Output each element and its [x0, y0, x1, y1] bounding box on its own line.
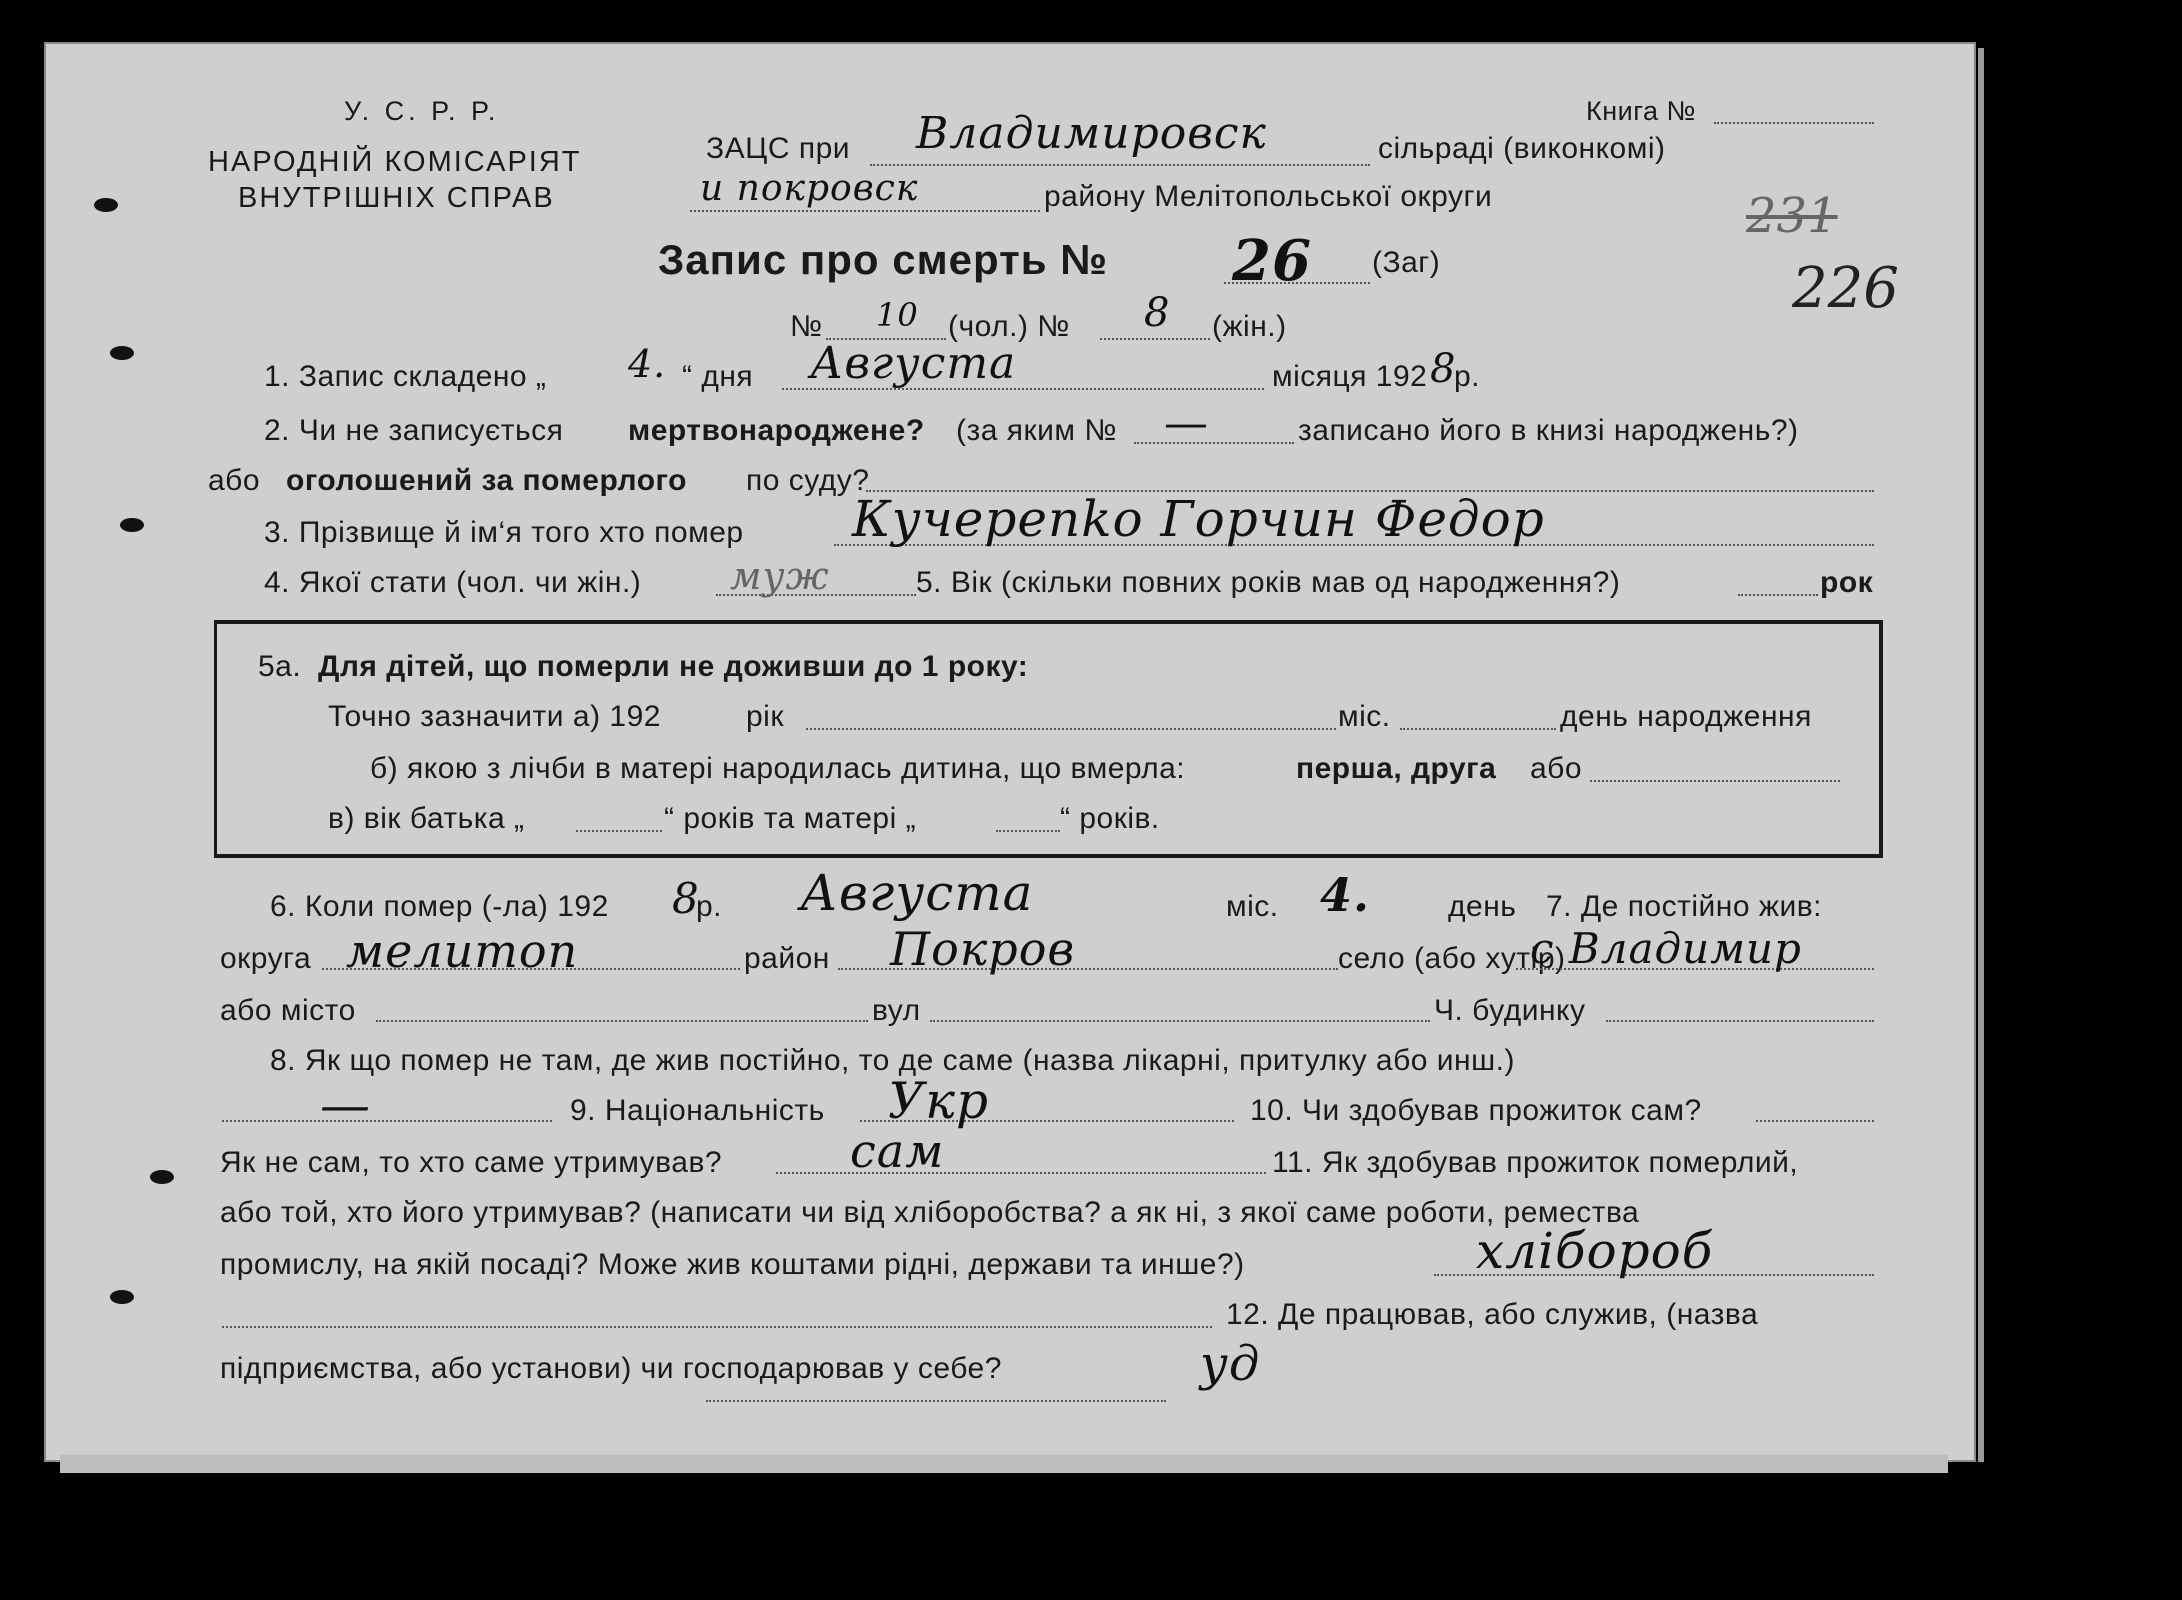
field9-value-handwritten: Укр: [888, 1072, 989, 1130]
sheet-edge: [1978, 48, 1984, 1462]
box-line-c-label: в) вік батька „: [328, 802, 525, 835]
field1-day-handwritten: 4.: [628, 342, 667, 386]
record-title: Запис про смерть №: [658, 236, 1108, 283]
field2-end: записано його в книзі народжень?): [1298, 414, 1799, 447]
field10-label: 10. Чи здобував прожиток сам?: [1250, 1094, 1702, 1127]
district-line: [690, 210, 1040, 212]
misto-label: або місто: [220, 994, 356, 1027]
field10-line: [1756, 1120, 1874, 1122]
ministry-line2: ВНУТРІШНІХ СПРАВ: [238, 182, 555, 214]
box-line-a-end: день народження: [1560, 700, 1812, 733]
field6-month-handwritten: Августа: [800, 864, 1034, 922]
zags-village-handwritten: Владимировск: [916, 108, 1267, 159]
field12-line2: підприємства, або установи) чи господарював у себе?: [220, 1352, 1002, 1385]
field2-rest: (за яким №: [956, 414, 1118, 447]
field2b-label: або: [208, 464, 261, 497]
field1-suffix: місяця 192: [1272, 360, 1428, 393]
selo-label: село (або хутір): [1338, 942, 1566, 975]
punch-hole: [120, 518, 144, 532]
vul-label: вул: [872, 994, 921, 1027]
field2-value-handwritten: —: [1164, 398, 1209, 449]
punch-hole: [110, 1290, 134, 1304]
male-number-handwritten: 10: [876, 296, 919, 334]
box-line-a-month: міс.: [1338, 700, 1391, 733]
box-line-c-mid: “ років та матері „: [664, 802, 917, 835]
box-line-b-label: б) якою з лічби в матері народилась дитина, що вмерла:: [370, 752, 1186, 785]
punch-hole: [94, 198, 118, 212]
misto-line: [376, 1020, 868, 1022]
box-father-age-line: [576, 830, 662, 832]
field8-value-handwritten: —: [320, 1076, 371, 1134]
field10b-label: Як не сам, то хто саме утримував?: [220, 1146, 723, 1179]
field1-year-handwritten: 8: [1430, 346, 1457, 392]
raion-label: район: [744, 942, 830, 975]
district-suffix: району Мелітопольської округи: [1044, 180, 1493, 213]
field11-value-handwritten: хлібороб: [1476, 1222, 1714, 1280]
male-label: (чол.) №: [948, 310, 1070, 343]
female-number-handwritten: 8: [1144, 290, 1171, 336]
punch-hole: [110, 346, 134, 360]
box-line-c-end: “ років.: [1060, 802, 1160, 835]
zags-suffix: сільраді (виконкомі): [1378, 132, 1666, 165]
field1-month-handwritten: Августа: [810, 338, 1017, 389]
archive-old-number: 231: [1746, 188, 1838, 244]
box-title-number: 5а.: [258, 650, 302, 683]
ministry-line1: НАРОДНІЙ КОМІСАРІЯТ: [208, 146, 582, 178]
female-label: (жін.): [1212, 310, 1287, 343]
field2-number-line: [1134, 442, 1294, 444]
book-label: Книга №: [1586, 96, 1696, 126]
box-line-a-rik-line: [806, 728, 1336, 730]
record-number-handwritten: 26: [1232, 228, 1312, 294]
field1-end: р.: [1454, 360, 1481, 393]
zags-village-line: [870, 164, 1370, 166]
field5-line: [1738, 594, 1818, 596]
okruga-handwritten: мелитоп: [346, 924, 579, 978]
field6-den: день: [1448, 890, 1517, 923]
box-line-a-year: рік: [746, 700, 784, 733]
box-mother-age-line: [996, 830, 1060, 832]
field2b-bold: оголошений за померлого: [286, 464, 687, 497]
field8-label: 8. Як що помер не там, де жив постійно, то де саме (назва лікарні, притулку або инш.): [270, 1044, 1516, 1077]
field3-name-handwritten: Кучерenko Горчин Федор: [852, 490, 1545, 548]
field5-end: рок: [1820, 566, 1874, 599]
field11-label: 11. Як здобував прожиток померлий,: [1272, 1146, 1799, 1179]
field12-value-line: [706, 1400, 1166, 1402]
field11-line2: або той, хто його утримував? (написати чи від хліборобства? а як ні, з якої саме роботи, ремества: [220, 1196, 1640, 1229]
vul-line: [930, 1020, 1430, 1022]
box-line-a-day-line: [1400, 728, 1556, 730]
box-line-b-bold: перша, друга: [1296, 752, 1497, 785]
field3-label: 3. Прізвище й ім‘я того хто помер: [264, 516, 744, 549]
box-line-b-line: [1590, 780, 1840, 782]
field5-label: 5. Вік (скільки повних років мав од народження?): [916, 566, 1621, 599]
field6-label: 6. Коли помер (-ла) 192: [270, 890, 609, 923]
selo-handwritten: с Владимир: [1530, 924, 1802, 973]
box-title: Для дітей, що померли не доживши до 1 року:: [318, 650, 1029, 683]
field9-label: 9. Національність: [570, 1094, 825, 1127]
district-handwritten: и покровск: [700, 168, 919, 209]
zags-prefix: ЗАЦС при: [706, 132, 851, 165]
field12-label: 12. Де працював, або служив, (назва: [1226, 1298, 1759, 1331]
no-label: №: [790, 310, 823, 343]
field2-bold: мертвонароджене?: [628, 414, 925, 447]
field7-label: 7. Де постійно жив:: [1546, 890, 1822, 923]
field4-value-handwritten: муж: [730, 554, 830, 598]
punch-hole: [150, 1170, 174, 1184]
okruga-label: округа: [220, 942, 312, 975]
raion-handwritten: Покров: [890, 922, 1076, 976]
box-line-a-label: Точно зазначити а) 192: [328, 700, 661, 733]
field10b-value-handwritten: сам: [850, 1124, 945, 1178]
budynok-line: [1606, 1020, 1874, 1022]
field4-label: 4. Якої стати (чол. чи жін.): [264, 566, 642, 599]
budynok-label: Ч. будинку: [1434, 994, 1586, 1027]
under-sheet: [60, 1455, 1948, 1473]
field6-end: р.: [696, 890, 723, 923]
book-number-line: [1714, 122, 1874, 124]
field11-extra-line: [222, 1326, 1212, 1328]
field6-mis: міс.: [1226, 890, 1279, 923]
record-suffix: (Заг): [1372, 246, 1441, 279]
field11-line3: промислу, на якій посаді? Може жив коштами рідні, держави та инше?): [220, 1248, 1245, 1281]
field8-line: [222, 1120, 552, 1122]
box-line-b-end: або: [1530, 752, 1583, 785]
female-number-line: [1100, 338, 1210, 340]
field1-mid: “ дня: [682, 360, 754, 393]
archive-new-number: 226: [1792, 256, 1899, 321]
field12-value-handwritten: уд: [1200, 1336, 1261, 1392]
field1-label: 1. Запис складено „: [264, 360, 547, 393]
field2-label: 2. Чи не записується: [264, 414, 564, 447]
field6-year-handwritten: 8: [672, 874, 700, 923]
field2b-rest: по суду?: [746, 464, 870, 497]
country-label: У. С. Р. Р.: [344, 96, 500, 126]
field6-day-handwritten: 4.: [1320, 868, 1371, 922]
